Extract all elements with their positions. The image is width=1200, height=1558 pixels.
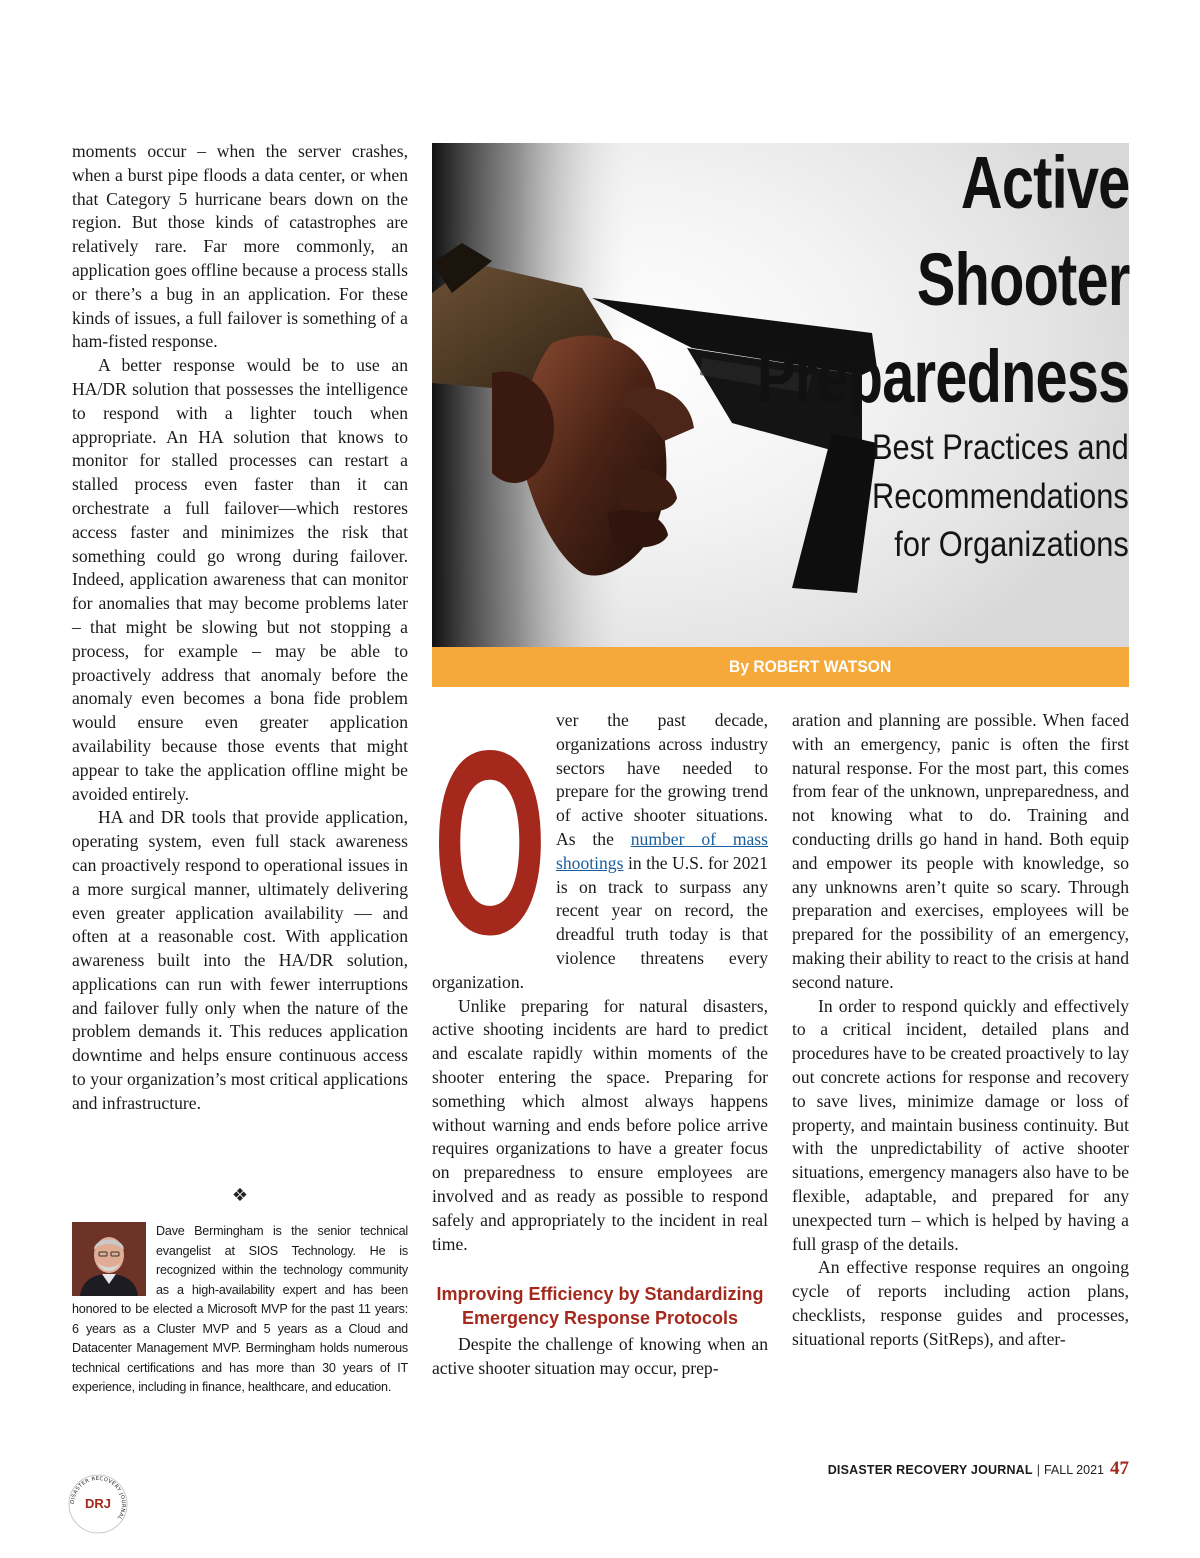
svg-text:DRJ: DRJ xyxy=(84,1496,112,1511)
author-bio-block xyxy=(72,1186,408,1398)
publication-name: DISASTER RECOVERY JOURNAL xyxy=(827,1463,1033,1477)
middle-column xyxy=(432,709,768,1381)
title-line-1: Active xyxy=(960,141,1129,224)
section-end-ornament: ❖ xyxy=(231,1185,249,1206)
section-subhead: Improving Efficiency by Standardizing Emergency Response Protocols xyxy=(436,1284,764,1329)
left-column xyxy=(72,140,408,1116)
article-paragraph-1: ver the past decade, organizations across industry sectors have needed to prepare for the growing trend of active shooter situations. As the number of mass shootings in the U.S. for 2021 is on track to surpass any recent year on record, the dreadful truth today is that violence threatens every organization. xyxy=(432,710,769,992)
svg-text:DISASTER RECOVERY JOURNAL: DISASTER RECOVERY JOURNAL xyxy=(69,1475,127,1521)
article-subtitle xyxy=(872,424,1129,570)
mass-shootings-link[interactable]: number of mass shootings xyxy=(556,828,769,873)
title-line-3: Preparedness xyxy=(756,335,1129,418)
left-paragraph-3: HA and DR tools that provide application, operating system, even full stack awareness can proactively respond to operational issues in a more surgical manner, ultimately delivering even greater application availability — and often at a reasonable cost. With application awareness built into the HA/DR solution, applications can run with fewer interruptions and failover fully only when the nature of the problem demands it. This reduces application downtime and helps ensure continuous access to your organization’s most critical applications and infrastructure. xyxy=(72,807,408,1113)
page-footer xyxy=(828,1458,1129,1480)
issue-date: FALL 2021 xyxy=(1043,1463,1104,1477)
article-paragraph-3-start: Despite the challenge of knowing when an active shooter situation may occur, prep- xyxy=(432,1334,768,1379)
byline-text: By ROBERT WATSON xyxy=(729,657,892,676)
svg-text:O: O xyxy=(433,711,547,951)
article-paragraph-2: Unlike preparing for natural disasters, active shooting incidents are hard to predict and escalate rapidly within moments of the shooter entering the space. Preparing for something which almost always happens without warning and ends before police arrive requires organizations to have a greater focus on preparedness to ensure employees are involved and as ready as possible to respond safely and appropriately to the incident in real time. xyxy=(432,995,768,1254)
author-photo xyxy=(72,1222,146,1296)
page-number: 47 xyxy=(1110,1458,1129,1479)
drop-cap xyxy=(432,711,550,951)
subtitle-line-3: for Organizations xyxy=(894,525,1129,564)
subtitle-line-2: Recommendations xyxy=(872,476,1129,516)
drj-logo xyxy=(66,1472,130,1536)
article-title xyxy=(757,134,1129,425)
right-column xyxy=(792,709,1129,1352)
article-paragraph-3-continued: aration and planning are possible. When faced with an emergency, panic is often the first natural response. For the most part, this comes from fear of the unknown, unpreparedness, and not knowing what to do. Training and conducting drills go hand in hand. Both equip and empower its people with knowledge, so any unknowns aren’t quite so scary. Through preparation and exercises, employees will be prepared for the possibility of an emergency, making their ability to react to the crisis at hand second nature. xyxy=(792,710,1129,992)
footer-separator: | xyxy=(1036,1463,1040,1477)
drop-cap-letter xyxy=(432,711,550,951)
author-bio-text: Dave Bermingham is the senior technical evangelist at SIOS Technology. He is recognized within the technology community as a high-availability expert and has been honored to be elected a Microsoft MVP for the past 11 years: 6 years as a Cluster MVP and 5 years as a Cloud and Datacenter Management MVP. Bermingham holds numerous technical certifications and has more than 30 years of IT experience, including in finance, healthcare, and education. xyxy=(72,1224,408,1394)
left-paragraph-1: moments occur – when the server crashes, when a burst pipe floods a data center, or when that Category 5 hurricane bears down on the region. But those kinds of catastrophes are relatively rare. Far more commonly, an application goes offline because a process stalls or there’s a bug in an application. For these kinds of issues, a full failover is something of a ham-fisted response. xyxy=(72,141,408,352)
title-line-2: Shooter xyxy=(916,238,1129,321)
article-paragraph-4: In order to respond quickly and effectively to a critical incident, detailed plans and procedures have to be created proactively to lay out concrete actions for response and recovery to save lives, minimize damage or loss of property, and maintain business continuity. But with the unpredictability of active shooter situations, emergency managers also have to be flexible, adaptable, and prepared for any unexpected turn – which is helped by having a full grasp of the details. xyxy=(792,995,1129,1254)
article-paragraph-5: An effective response requires an ongoing cycle of reports including action plans, checklists, response guides and processes, situational reports (SitReps), and after- xyxy=(792,1257,1129,1349)
left-paragraph-2: A better response would be to use an HA/DR solution that possesses the intelligence to respond with a lighter touch when appropriate. An HA solution that knows to monitor for stalled processes can restart a stalled process even faster than it can orchestrate a full failover—which restores access faster and minimizes the risk that something could go wrong during failover. Indeed, application awareness that can monitor for anomalies that may become problems later – that might be slowing but not stopping a process, for example – may be able to proactively address that anomaly before the anomaly even becomes a bona fide problem would ensure even greater application availability because those events that might appear to take the application offline might be avoided entirely. xyxy=(72,355,408,804)
byline-bar xyxy=(432,647,1129,687)
subtitle-line-1: Best Practices and xyxy=(872,428,1129,467)
